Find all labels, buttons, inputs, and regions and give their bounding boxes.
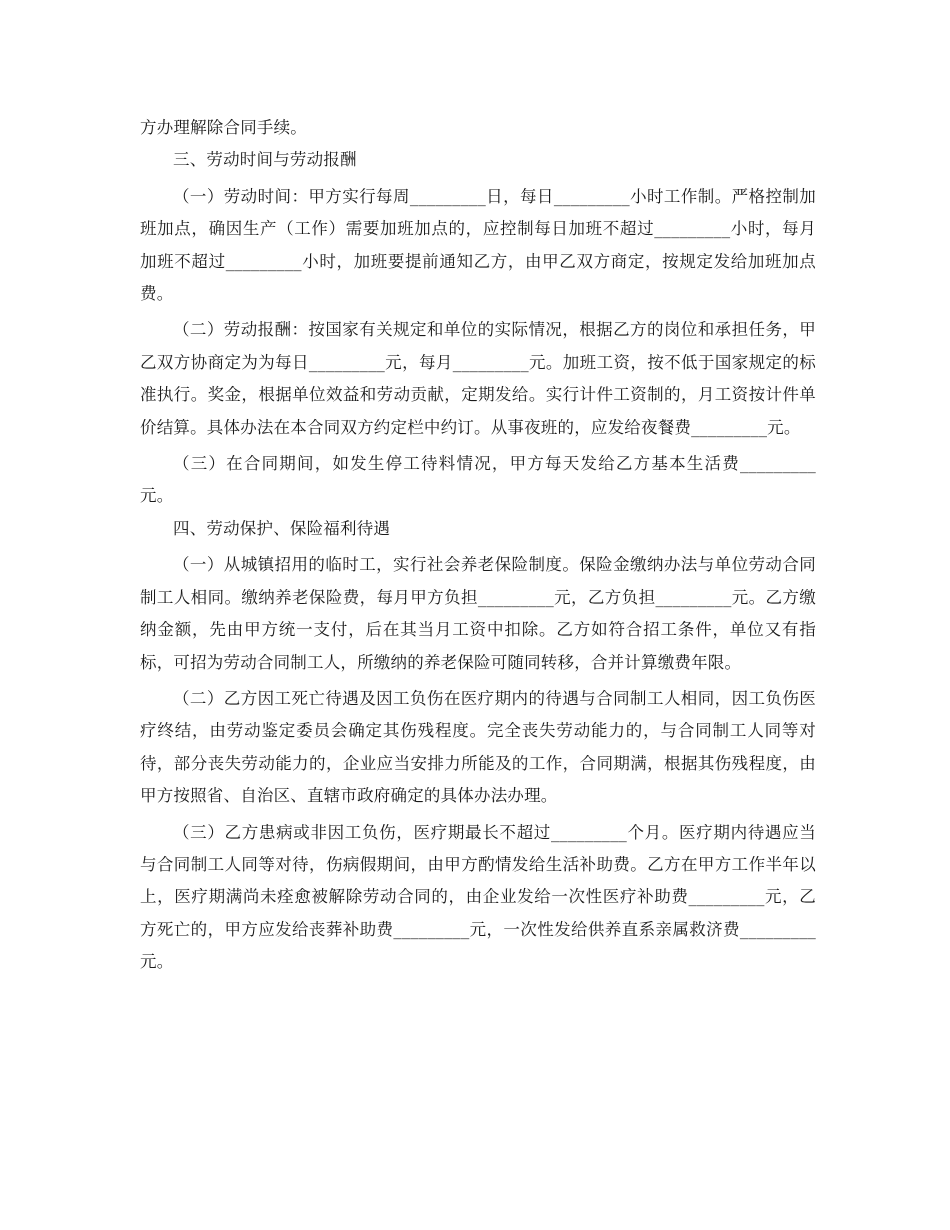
- paragraph-illness-medical: （三）乙方患病或非因工负伤，医疗期最长不超过_________个月。医疗期内待遇应当与合同制工人同等对待，伤病假期间，由甲方酌情发给生活补助费。乙方在甲方工作半年以上，医疗期满尚未痊愈被解除劳动合同的，由企业发给一次性医疗补助费_________元，乙方死亡的，甲方应发给丧葬补助费_________元，一次性发给供养直系亲属救济费_________元。: [140, 822, 816, 972]
- paragraph-work-injury: （二）乙方因工死亡待遇及因工负伤在医疗期内的待遇与合同制工人相同，因工负伤医疗终结，由劳动鉴定委员会确定其伤残程度。完全丧失劳动能力的，与合同制工人同等对待，部分丧失劳动能力的，企业应当安排力所能及的工作，合同期满，根据其伤残程度，由甲方按照省、自治区、直辖市政府确定的具体办法办理。: [140, 688, 816, 806]
- paragraph-work-stoppage: （三）在合同期间，如发生停工待料情况，甲方每天发给乙方基本生活费_________元。: [140, 454, 816, 506]
- section-heading-working-hours-pay: 三、劳动时间与劳动报酬: [173, 150, 357, 170]
- paragraph-working-hours: （一）劳动时间：甲方实行每周_________日，每日_________小时工作制。严格控制加班加点，确因生产（工作）需要加班加点的，应控制每日加班不超过_________小时，每月加班不超过_________小时，加班要提前通知乙方，由甲乙双方商定，按规定发给加班加点费。: [140, 186, 816, 304]
- paragraph-continuation: 方办理解除合同手续。: [140, 118, 307, 137]
- paragraph-pension-insurance: （一）从城镇招用的临时工，实行社会养老保险制度。保险金缴纳办法与单位劳动合同制工人相同。缴纳养老保险费，每月甲方负担_________元，乙方负担_________元。乙方缴纳金额，先由甲方统一支付，后在其当月工资中扣除。乙方如符合招工条件，单位又有指标，可招为劳动合同制工人，所缴纳的养老保险可随同转移，合并计算缴费年限。: [140, 555, 816, 672]
- paragraph-remuneration: （二）劳动报酬：按国家有关规定和单位的实际情况，根据乙方的岗位和承担任务，甲乙双方协商定为为每日_________元，每月_________元。加班工资，按不低于国家规定的标准执行。奖金，根据单位效益和劳动贡献，定期发给。实行计件工资制的，月工资按计件单价结算。具体办法在本合同双方约定栏中约订。从事夜班的，应发给夜餐费_________元。: [140, 320, 816, 437]
- document-body: [140, 112, 816, 979]
- section-heading-protection-insurance: 四、劳动保护、保险福利待遇: [173, 518, 391, 538]
